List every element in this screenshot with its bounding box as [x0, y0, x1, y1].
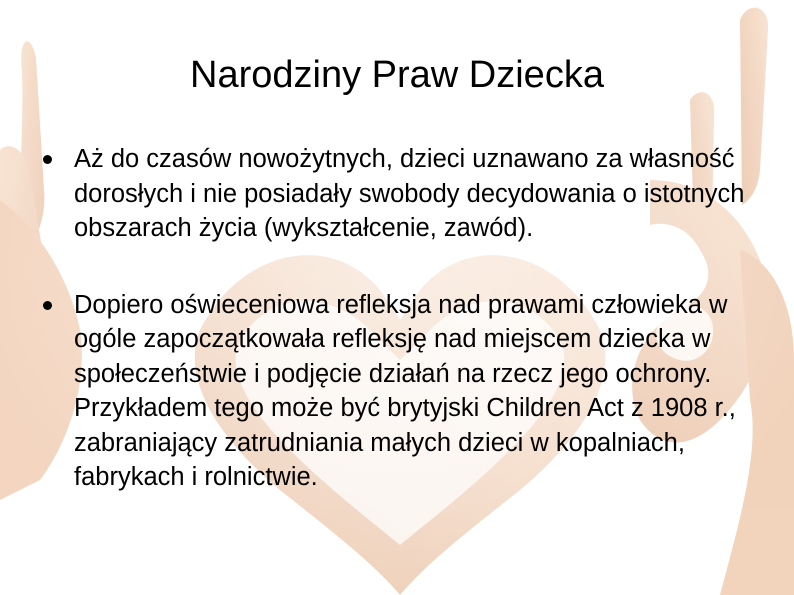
slide-title: Narodziny Praw Dziecka — [190, 54, 604, 96]
bullet-dot-icon — [43, 155, 52, 164]
bullet-list — [40, 142, 760, 495]
bullet-item — [40, 142, 760, 246]
bullet-item — [40, 288, 760, 495]
bullet-text: Dopiero oświeceniowa refleksja nad prawami człowieka w ogóle zapoczątkowała refleksję nad miejscem dziecka w społeczeństwie i podjęcie działań na rzecz jego ochrony. Przykładem tego może być brytyjski Children Act z 1908 r., zabraniający zatrudniania małych dzieci w kopalniach, fabrykach i rolnictwie. — [74, 290, 736, 491]
bullet-text: Aż do czasów nowożytnych, dzieci uznawano za własność dorosłych i nie posiadały swobody decydowania o istotnych obszarach życia (wykształcenie, zawód). — [74, 145, 745, 242]
bullet-dot-icon — [43, 301, 52, 310]
